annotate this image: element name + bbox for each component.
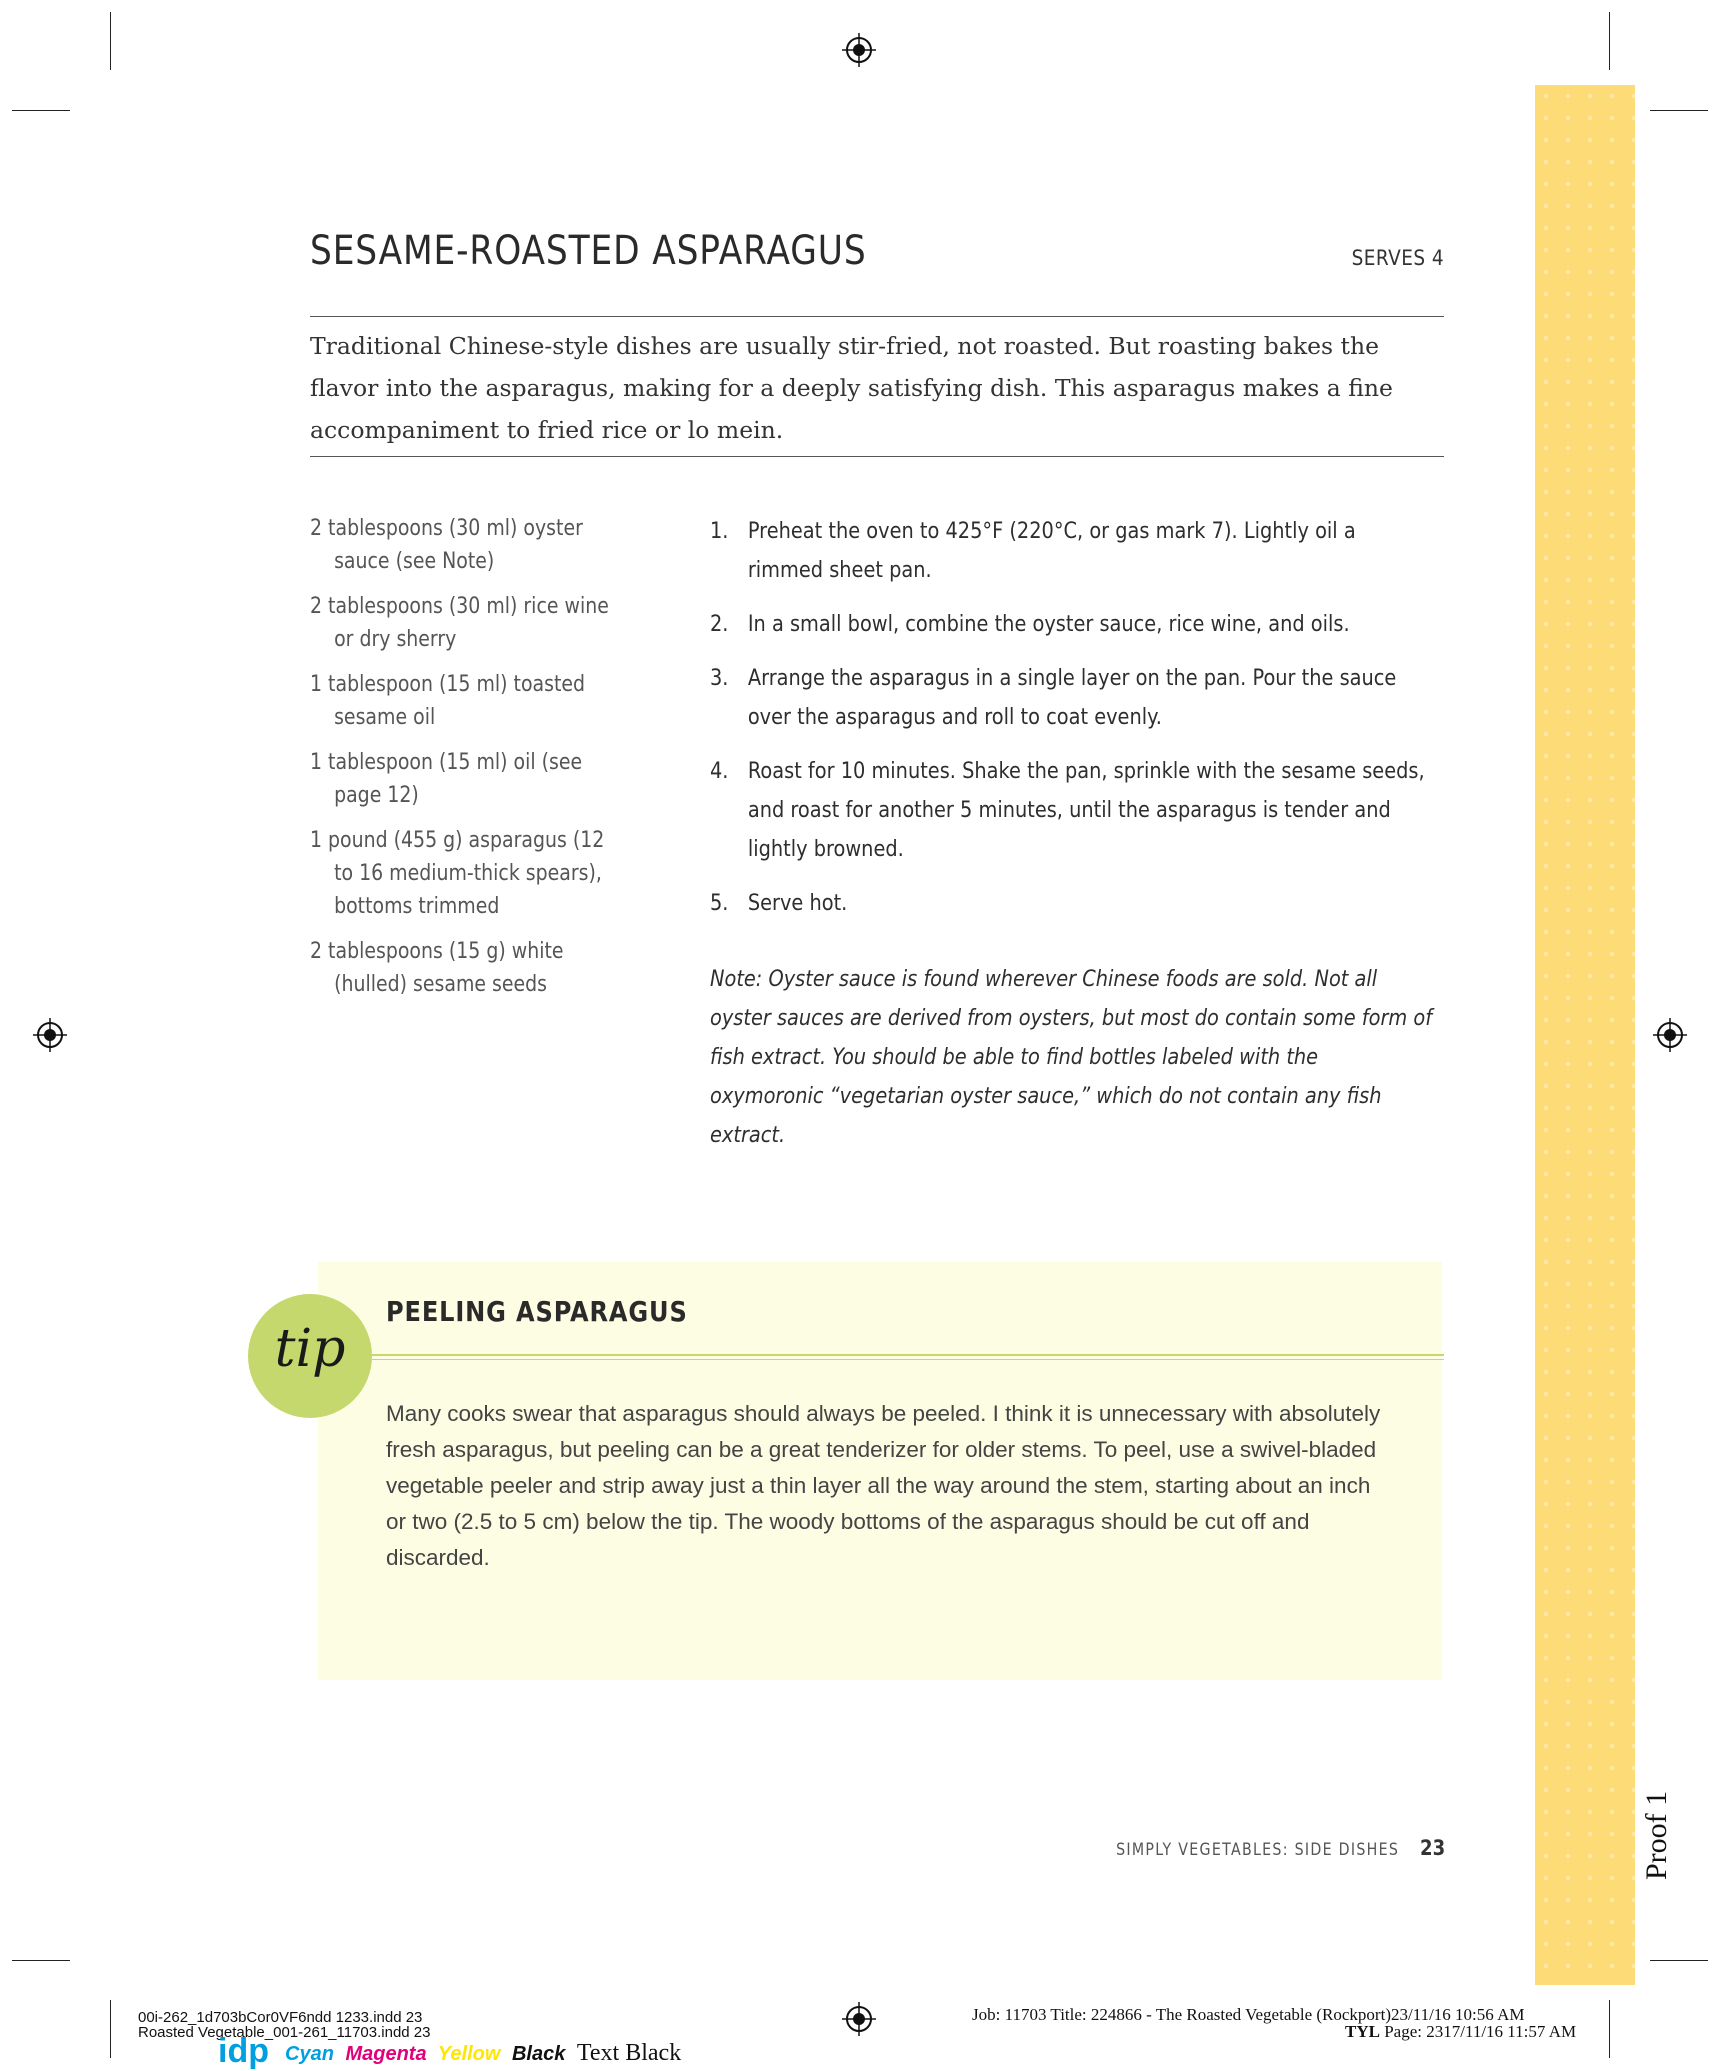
crop-mark	[12, 110, 70, 111]
crop-mark	[110, 12, 111, 70]
recipe-note: Note: Oyster sauce is found wherever Chinese foods are sold. Not all oyster sauces are derived from oysters, but most do contain some form of fish extract. You should be able to find bottles labeled with the oxymoronic “vegetarian oyster sauce,” which do not contain any fish extract.	[710, 966, 1433, 1148]
slug-page-line	[1345, 2023, 1576, 2041]
crop-mark	[1609, 2000, 1610, 2058]
instruction-step	[710, 605, 1432, 644]
divider	[310, 316, 1444, 317]
instruction-step	[710, 884, 1432, 923]
tip-title: PEELING ASPARAGUS	[386, 1295, 688, 1328]
tip-body: Many cooks swear that asparagus should always be peeled. I think it is unnecessary with absolutely fresh asparagus, but peeling can be a great tenderizer for older stems. To peel, use a swivel-bladed vegetable peeler and strip away just a thin layer all the way around the stem, starting about an inch or two (2.5 to 5 cm) below the tip. The woody bottoms of the asparagus should be cut off and discarded.	[386, 1401, 1381, 1570]
ink-magenta: Magenta	[345, 2043, 427, 2065]
ingredient-item: 2 tablespoons (15 g) white (hulled) sesame seeds	[310, 939, 564, 997]
ink-black: Black	[511, 2043, 566, 2065]
serves-label: SERVES 4	[1351, 246, 1444, 270]
crop-mark	[110, 2000, 111, 2058]
ingredient-item: 1 tablespoon (15 ml) toasted sesame oil	[310, 672, 586, 730]
crop-mark	[1650, 110, 1708, 111]
step-text: Arrange the asparagus in a single layer on the pan. Pour the sauce over the asparagus and roll to coat evenly.	[747, 665, 1397, 730]
slug-job-line: Job: 11703 Title: 224866 - The Roasted Vegetable (Rockport)23/11/16 10:56 AM	[972, 2005, 1525, 2024]
recipe-intro: Traditional Chinese-style dishes are usually stir-fried, not roasted. But roasting bakes the flavor into the asparagus, making for a deeply satisfying dish. This asparagus makes a fine accompaniment to fried rice or lo mein.	[310, 332, 1393, 444]
step-number: 1.	[710, 518, 729, 544]
instruction-step	[710, 659, 1432, 737]
crop-mark	[12, 1960, 70, 1961]
page-number: 23	[1420, 1836, 1446, 1860]
ingredient-item: 2 tablespoons (30 ml) rice wine or dry sherry	[310, 594, 609, 652]
step-number: 4.	[710, 758, 729, 784]
tip-badge	[248, 1294, 372, 1418]
step-number: 5.	[710, 890, 729, 916]
registration-mark-icon	[842, 2002, 876, 2036]
step-text: Roast for 10 minutes. Shake the pan, sprinkle with the sesame seeds, and roast for another 5 minutes, until the asparagus is tender and lightly browned.	[747, 758, 1425, 862]
registration-mark-icon	[842, 33, 876, 67]
registration-mark-icon	[1653, 1018, 1687, 1052]
ingredient-list	[310, 512, 620, 1013]
slug-file-line: Roasted Vegetable_001-261_11703.indd 23	[138, 2024, 431, 2041]
ink-list	[285, 2040, 687, 2067]
instruction-step	[710, 752, 1432, 869]
instruction-step	[710, 512, 1432, 590]
proof-label: Proof 1	[1640, 1790, 1673, 1880]
recipe-title: SESAME-ROASTED ASPARAGUS	[310, 228, 867, 274]
instruction-list	[710, 512, 1432, 938]
tip-badge-label: tip	[274, 1319, 346, 1379]
ink-yellow: Yellow	[437, 2043, 501, 2065]
crop-mark	[1609, 12, 1610, 70]
ink-text-black: Text Black	[576, 2040, 682, 2066]
ink-cyan: Cyan	[285, 2043, 334, 2065]
side-color-band	[1535, 85, 1635, 1985]
step-text: Serve hot.	[747, 890, 848, 916]
tip-divider	[372, 1359, 1444, 1360]
ingredient-item: 1 pound (455 g) asparagus (12 to 16 medium-thick spears), bottoms trimmed	[310, 828, 605, 919]
registration-mark-icon	[33, 1018, 67, 1052]
tip-script-icon	[248, 1294, 372, 1418]
ingredient-item: 1 tablespoon (15 ml) oil (see page 12)	[310, 750, 583, 808]
step-text: Preheat the oven to 425°F (220°C, or gas mark 7). Lightly oil a rimmed sheet pan.	[747, 518, 1356, 583]
slug-page-label: TYL	[1345, 2022, 1380, 2041]
step-number: 3.	[710, 665, 729, 691]
step-number: 2.	[710, 611, 729, 637]
slug-page-value: Page: 2317/11/16 11:57 AM	[1384, 2022, 1577, 2041]
idp-logo: idp	[218, 2032, 269, 2070]
ingredient-item: 2 tablespoons (30 ml) oyster sauce (see Note)	[310, 516, 583, 574]
tip-divider	[372, 1354, 1444, 1356]
crop-mark	[1650, 1960, 1708, 1961]
slug-file-line: 00i-262_1d703bCor0VF6ndd 1233.indd 23	[138, 2009, 423, 2026]
running-footer: SIMPLY VEGETABLES: SIDE DISHES	[1115, 1840, 1399, 1859]
step-text: In a small bowl, combine the oyster sauce, rice wine, and oils.	[747, 611, 1350, 637]
divider	[310, 456, 1444, 457]
